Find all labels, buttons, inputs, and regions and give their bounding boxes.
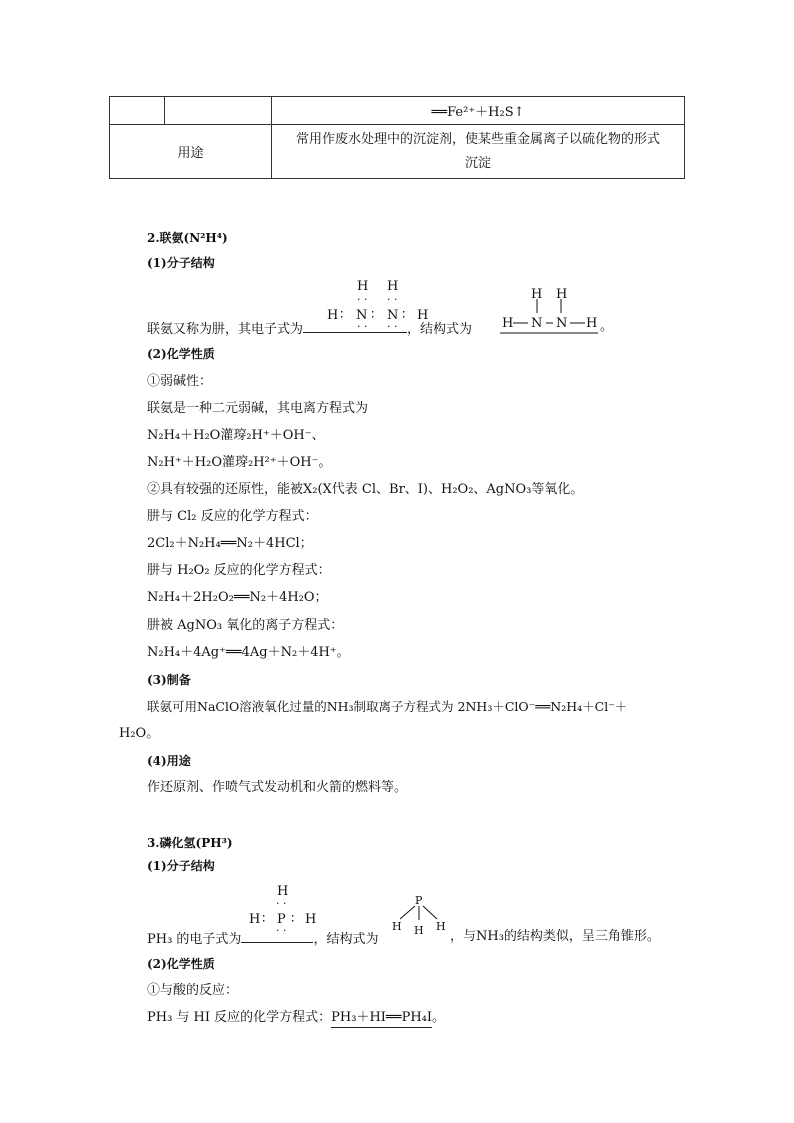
- heading-preparation: (3)制备: [147, 673, 191, 687]
- atom-h: H: [531, 287, 543, 302]
- h2o2-equation: N₂H₄＋2H₂O₂══N₂＋4H₂O；: [147, 590, 328, 605]
- electron-pair: ∶: [402, 308, 406, 323]
- atom-h: H: [277, 884, 289, 899]
- hydrazine-structure-line: [147, 318, 472, 339]
- reducing-property: ②具有较强的还原性，能被X₂(X代表 Cl、Br、I)、H₂O₂、AgNO₃等氧化。: [147, 482, 584, 497]
- atom-h: H: [586, 316, 598, 331]
- heading-molecular-structure-ph3: (1)分子结构: [147, 859, 215, 873]
- answer-blank-ph3-electron-formula: [241, 928, 313, 943]
- electron-pair: · ·: [276, 924, 287, 937]
- electron-pair: ∶: [262, 912, 266, 927]
- answer-blank-electron-formula: [303, 318, 407, 333]
- atom-h: H: [417, 308, 429, 323]
- table-use-line2: 沉淀: [464, 155, 491, 171]
- heading-molecular-structure: (1)分子结构: [147, 256, 215, 270]
- hi-intro: PH₃ 与 HI 反应的化学方程式：: [147, 1010, 332, 1025]
- text: ，结构式为: [313, 932, 379, 947]
- phosphine-similarity-text: ，与NH₃的结构类似，呈三角锥形。: [450, 929, 660, 944]
- atom-h: H: [327, 308, 339, 323]
- preparation-line-1: 联氨可用NaClO溶液氧化过量的NH₃制取离子方程式为 2NH₃＋ClO⁻══N₂H₄＋Cl⁻＋: [147, 699, 628, 714]
- atom-h: H: [305, 912, 317, 927]
- table-cell-equation: ══Fe²⁺＋H₂S↑: [272, 97, 685, 125]
- preparation-line-2: H₂O。: [119, 726, 160, 741]
- agno3-equation: N₂H₄＋4Ag⁺══4Ag＋N₂＋4H⁺。: [147, 645, 350, 660]
- section-title-phosphine: 3.磷化氢(PH³): [147, 836, 233, 850]
- table-use-line1: 常用作废水处理中的沉淀剂，使某些重金属离子以硫化物的形式: [295, 131, 660, 147]
- atom-n: N: [531, 316, 543, 331]
- hi-reaction-line: [147, 1009, 445, 1028]
- electron-pair: · ·: [357, 293, 368, 306]
- atom-h: H: [556, 287, 568, 302]
- text: PH₃ 的电子式为: [147, 932, 242, 947]
- acid-reaction-title: ①与酸的反应：: [147, 983, 239, 998]
- atom-h: H: [414, 924, 424, 937]
- text: 。: [432, 1010, 446, 1025]
- atom-h: H: [387, 279, 399, 294]
- table-cell-use-label: 用途: [110, 125, 272, 179]
- heading-chemical-properties-ph3: (2)化学性质: [147, 957, 215, 971]
- atom-h: H: [249, 912, 261, 927]
- atom-n: N: [556, 316, 568, 331]
- cl2-equation: 2Cl₂＋N₂H₄══N₂＋4HCl；: [147, 536, 313, 551]
- text: 联氨又称为肼，其电子式为: [147, 322, 304, 337]
- electron-pair: · ·: [276, 897, 287, 910]
- hydrazine-structural-formula: [500, 284, 600, 336]
- atom-p: P: [415, 894, 423, 907]
- heading-chemical-properties: (2)化学性质: [147, 347, 215, 361]
- table-cell-empty-1: [110, 97, 165, 125]
- phosphine-structure-line: [147, 928, 378, 949]
- atom-n: N: [387, 308, 399, 323]
- section-title-hydrazine: 2.联氨(N²H⁴): [147, 231, 228, 245]
- agno3-intro: 肼被 AgNO₃ 氧化的离子方程式：: [147, 618, 344, 633]
- electron-pair: · ·: [387, 293, 398, 306]
- atom-n: N: [356, 308, 368, 323]
- atom-h: H: [502, 316, 514, 331]
- property-table: [109, 96, 685, 179]
- text: 。: [600, 319, 614, 334]
- electron-pair: · ·: [387, 320, 398, 333]
- uses-text: 作还原剂、作喷气式发动机和火箭的燃料等。: [147, 780, 408, 795]
- atom-p: P: [277, 912, 286, 927]
- cl2-intro: 肼与 Cl₂ 反应的化学方程式：: [147, 509, 318, 524]
- table-cell-empty-2: [165, 97, 272, 125]
- heading-uses: (4)用途: [147, 754, 191, 768]
- atom-h: H: [357, 279, 369, 294]
- electron-pair: ∶: [371, 308, 375, 323]
- text: ，结构式为: [407, 322, 473, 337]
- h2o2-intro: 肼与 H₂O₂ 反应的化学方程式：: [147, 563, 331, 578]
- atom-h: H: [392, 920, 402, 933]
- atom-h: H: [436, 920, 446, 933]
- table-cell-use-text: [272, 125, 685, 179]
- weak-base-title: ①弱碱性：: [147, 374, 213, 389]
- ionization-equation-1: N₂H₄＋H₂O灌瑏₂H⁺＋OH⁻、: [147, 428, 325, 443]
- electron-pair: · ·: [357, 320, 368, 333]
- electron-pair: ∶: [340, 308, 344, 323]
- electron-pair: ∶: [291, 912, 295, 927]
- ionization-intro: 联氨是一种二元弱碱，其电离方程式为: [147, 401, 369, 416]
- hi-equation-answer: PH₃＋HI══PH₄I: [331, 1009, 432, 1028]
- ionization-equation-2: N₂H⁺＋H₂O灌瑏₂H²⁺＋OH⁻。: [147, 455, 332, 470]
